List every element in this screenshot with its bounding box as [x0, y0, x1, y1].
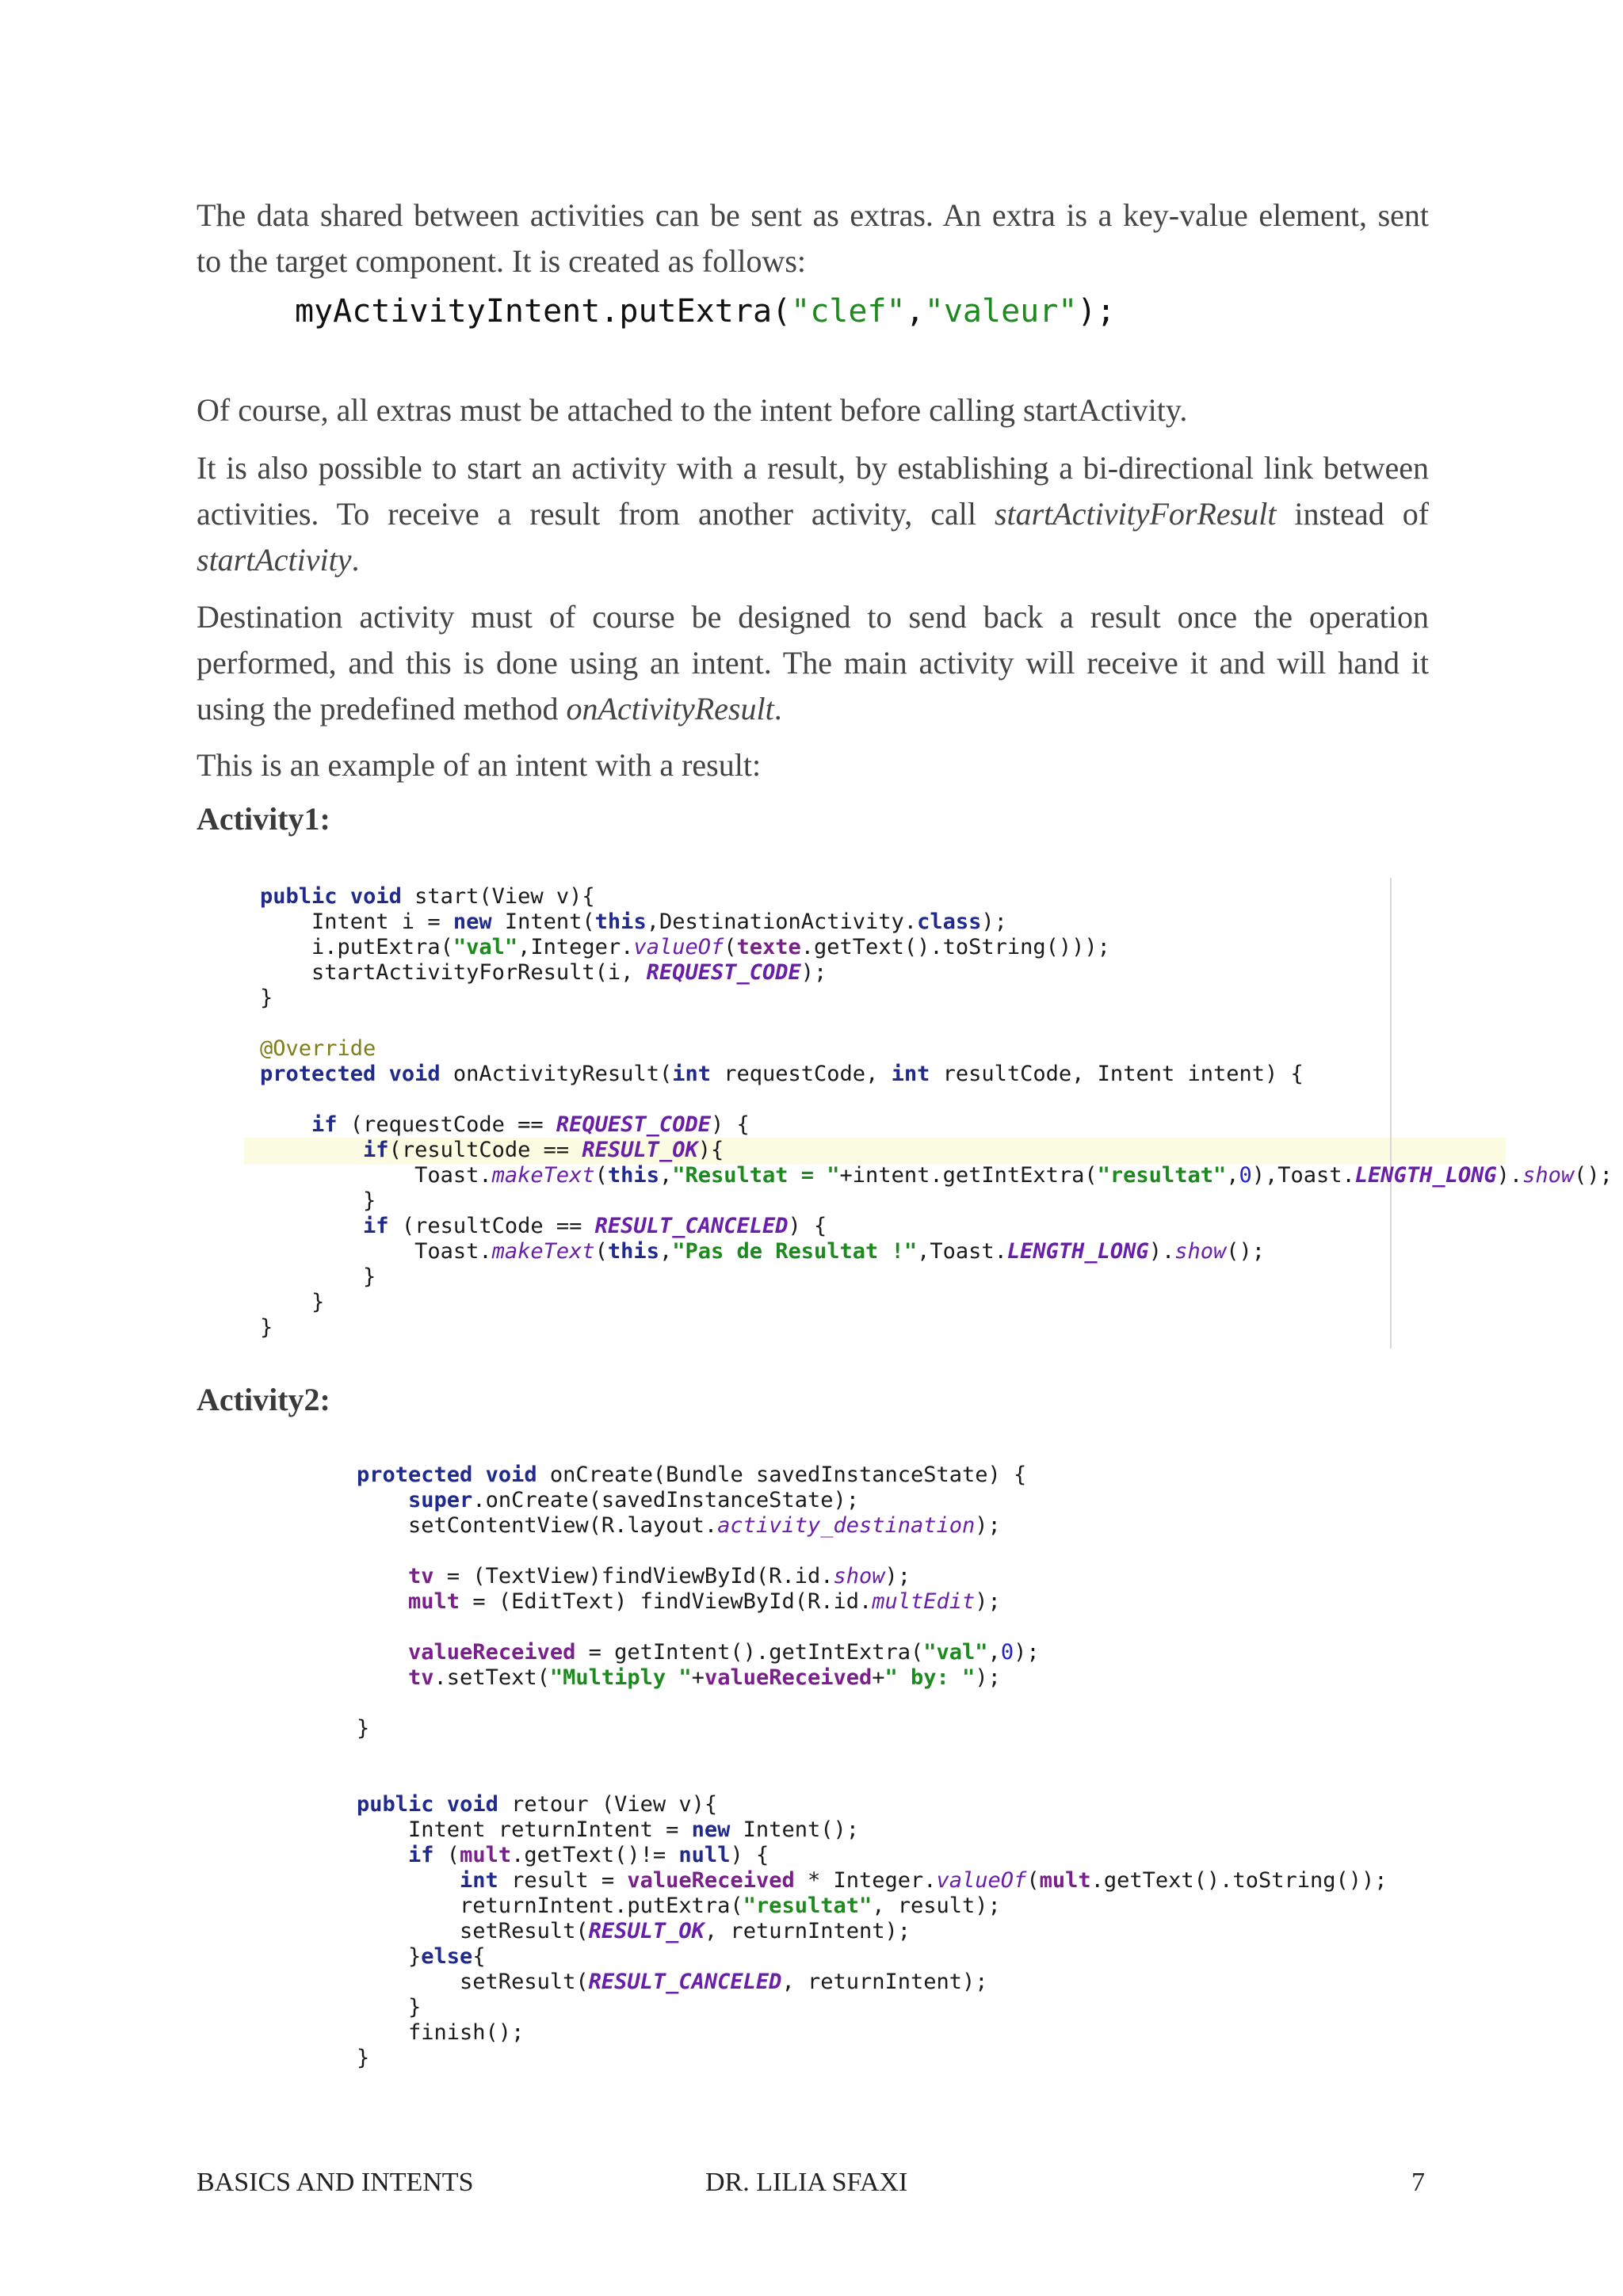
start-activity-for-result-term: startActivityForResult [994, 496, 1277, 532]
activity1-code-line: if (requestCode == REQUEST_CODE) { [311, 1112, 750, 1137]
activity2-code-line [357, 1615, 1388, 1640]
activity1-code-line: i.putExtra("val",Integer.valueOf(texte.getText().toString())); [260, 935, 1110, 959]
activity1-code-line: } [260, 1188, 376, 1213]
activity2-code-line: setResult(RESULT_OK, returnIntent); [357, 1919, 911, 1943]
result-line-3 [197, 537, 1429, 583]
activity1-code-line: protected void onActivityResult(int requestCode, int resultCode, Intent intent) { [260, 1062, 1304, 1086]
start-activity-term: startActivity [197, 542, 352, 578]
activity2-code-line: super.onCreate(savedInstanceState); [408, 1488, 859, 1512]
on-activity-result-term: onActivityResult [566, 691, 774, 727]
activity2-code-line: protected void onCreate(Bundle savedInstanceState) { [357, 1463, 1027, 1487]
activity2-code-line: } [357, 2046, 370, 2070]
destination-line-3-prefix: using the predefined method [197, 691, 559, 727]
intro-line-1: The data shared between activities can be sent as extras. An extra is a key-value element, sent [197, 197, 1429, 233]
activity2-heading: Activity2: [197, 1382, 330, 1417]
activity2-code-line [357, 1691, 1388, 1716]
activity2-code-line: int result = valueReceived * Integer.valueOf(mult.getText().toString()); [460, 1868, 1388, 1893]
activity1-code-line: public void start(View v){ [260, 884, 595, 909]
activity2-code-line: public void retour (View v){ [357, 1792, 718, 1817]
inline-code-sep: , [905, 293, 925, 330]
activity2-code-line: tv.setText("Multiply "+valueReceived+" by: "); [408, 1665, 1001, 1690]
destination-line-3-suffix: . [773, 691, 782, 727]
activity1-code-line: } [260, 1315, 273, 1340]
activity1-code-line: if (resultCode == RESULT_CANCELED) { [363, 1214, 827, 1238]
activity2-code-line: setResult(RESULT_CANCELED, returnIntent); [357, 1970, 988, 1994]
example-line: This is an example of an intent with a result: [197, 747, 762, 783]
result-line-2-suffix: instead of [1294, 496, 1430, 532]
activity2-code-line: tv = (TextView)findViewById(R.id.show); [408, 1564, 911, 1589]
result-line-3-suffix: . [351, 542, 360, 578]
page-number: 7 [1411, 2168, 1425, 2197]
activity2-code-line: if (mult.getText()!= null) { [408, 1843, 769, 1867]
activity2-code-line: mult = (EditText) findViewById(R.id.multEdit); [408, 1589, 1001, 1614]
activity2-code-line [357, 1539, 1388, 1564]
activity2-code-line [357, 1767, 1388, 1792]
extras-line: Of course, all extras must be attached to the intent before calling startActivity. [197, 392, 1188, 428]
destination-line-2: performed, and this is done using an intent. The main activity will receive it and will hand it [197, 645, 1429, 681]
destination-line-1: Destination activity must of course be designed to send back a result once the operation [197, 599, 1429, 635]
inline-code-key: "clef" [791, 293, 906, 330]
activity1-code-line: @Override [260, 1036, 376, 1061]
result-line-1: It is also possible to start an activity with a result, by establishing a bi-directional link between [197, 450, 1429, 486]
inline-code-prefix: myActivityIntent.putExtra( [295, 293, 792, 330]
activity1-code-line: } [260, 986, 273, 1010]
activity1-heading: Activity1: [197, 801, 330, 837]
intro-line-2: to the target component. It is created as follows: [197, 243, 807, 279]
result-line-2 [197, 491, 1429, 537]
activity2-code-line: } [357, 1995, 422, 2019]
result-paragraph [197, 445, 1429, 583]
destination-line-3 [197, 686, 1429, 732]
activity2-code-line: finish(); [357, 2020, 525, 2045]
inline-code-value: "valeur" [924, 293, 1078, 330]
activity1-code-line: Toast.makeText(this,"Resultat = "+intent.getIntExtra("resultat",0),Toast.LENGTH_LONG).show(); [260, 1163, 1613, 1188]
activity1-code-line: } [260, 1264, 376, 1289]
activity2-code-block [357, 1463, 1388, 2071]
activity2-code-line: Intent returnIntent = new Intent(); [357, 1817, 859, 1842]
destination-paragraph [197, 594, 1429, 732]
extras-paragraph [197, 387, 1429, 433]
activity2-code-line: returnIntent.putExtra("resultat", result); [357, 1894, 1001, 1918]
activity2-code-line: setContentView(R.layout.activity_destination); [357, 1513, 1001, 1538]
activity1-code-line: Toast.makeText(this,"Pas de Resultat !",Toast.LENGTH_LONG).show(); [260, 1239, 1266, 1264]
activity1-code-line: Intent i = new Intent(this,DestinationActivity.class); [260, 910, 1007, 934]
activity1-code-line: } [260, 1290, 325, 1314]
footer-title: BASICS AND INTENTS [197, 2168, 474, 2197]
activity1-code-line [260, 1011, 1613, 1036]
example-paragraph [197, 742, 1429, 788]
inline-code-suffix: ); [1077, 293, 1116, 330]
intro-paragraph [197, 193, 1429, 284]
activity1-code-line: if(resultCode == RESULT_OK){ [363, 1138, 724, 1162]
footer-author: DR. LILIA SFAXI [705, 2168, 908, 2197]
activity1-code-line: startActivityForResult(i, REQUEST_CODE); [260, 960, 827, 985]
activity1-code-block [260, 884, 1613, 1341]
activity2-code-line: } [357, 1716, 370, 1741]
inline-code-putextra [295, 293, 1116, 330]
activity2-code-line: }else{ [357, 1944, 486, 1969]
activity2-code-line [357, 1741, 1388, 1767]
result-line-2-prefix: activities. To receive a result from another activity, call [197, 496, 976, 532]
activity1-code-line [260, 1087, 1613, 1112]
activity2-code-line: valueReceived = getIntent().getIntExtra("val",0); [408, 1640, 1040, 1665]
